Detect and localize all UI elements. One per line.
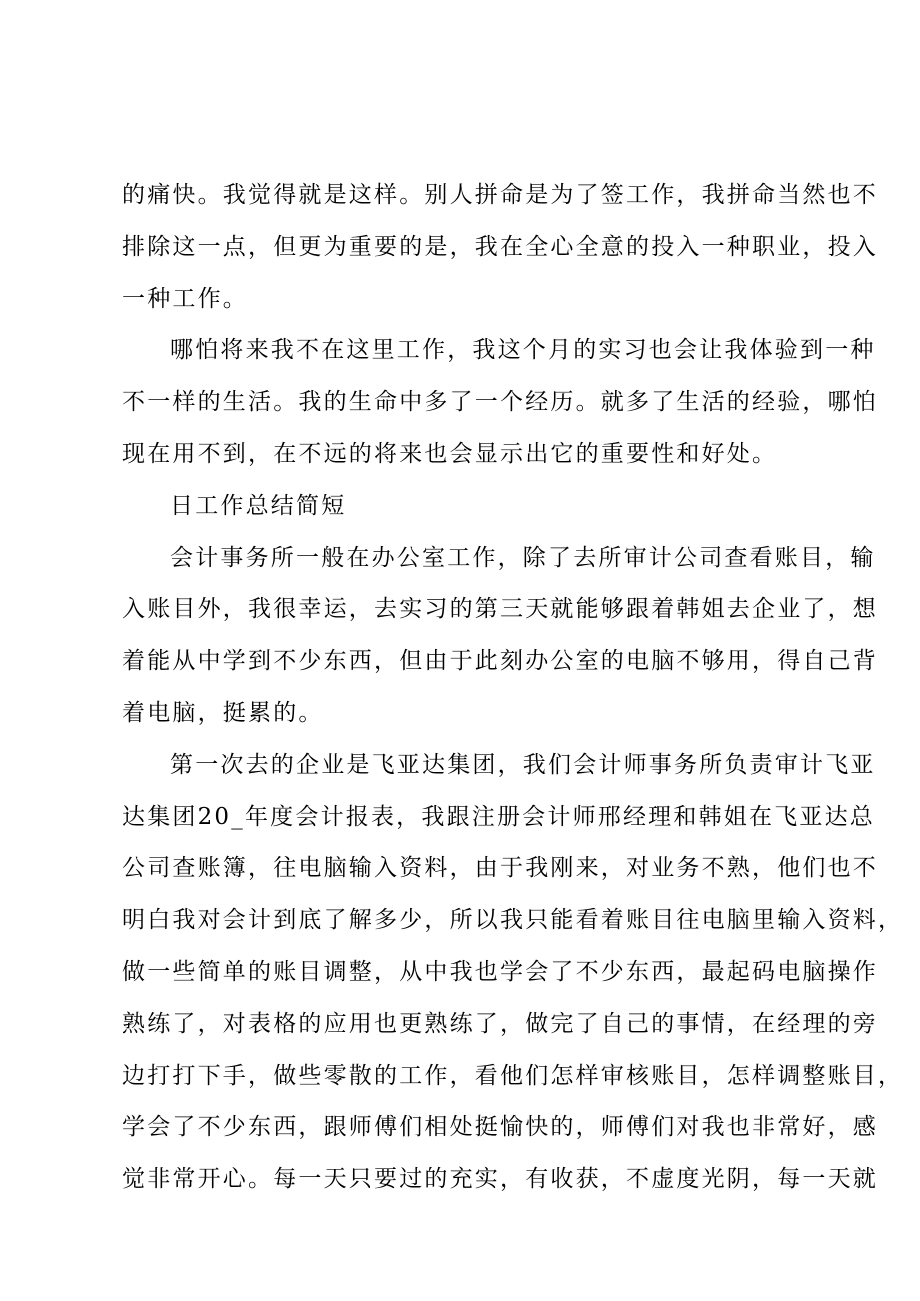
text-line: 的痛快。我觉得就是这样。别人拼命是为了签工作，我拼命当然也不	[122, 182, 878, 208]
text-line: 第一次去的企业是飞亚达集团，我们会计师事务所负责审计飞亚	[170, 751, 876, 778]
text-line: 做一些简单的账目调整，从中我也学会了不少东西，最起码电脑操作	[122, 958, 878, 985]
text-line: 会计事务所一般在办公室工作，除了去所审计公司查看账目，输	[170, 544, 876, 571]
text-line: 哪怕将来我不在这里工作，我这个月的实习也会让我体验到一种	[170, 337, 876, 364]
text-line: 着电脑，挺累的。	[122, 699, 324, 726]
text-line: 达集团20_年度会计报表，我跟注册会计师邢经理和韩姐在飞亚达总	[122, 803, 875, 830]
text-line: 边打打下手，做些零散的工作，看他们怎样审核账目，怎样调整账目，	[122, 1062, 904, 1089]
text-line: 一种工作。	[122, 285, 248, 312]
text-line: 排除这一点，但更为重要的是，我在全心全意的投入一种职业，投入	[122, 233, 878, 260]
paragraph-2	[122, 325, 878, 480]
text-line: 现在用不到，在不远的将来也会显示出它的重要性和好处。	[122, 440, 778, 467]
text-line: 入账目外，我很幸运，去实习的第三天就能够跟着韩姐去企业了，想	[122, 596, 878, 623]
text-line: 学会了不少东西，跟师傅们相处挺愉快的，师傅们对我也非常好，感	[122, 1114, 878, 1141]
section-heading	[122, 481, 822, 533]
text-line: 觉非常开心。每一天只要过的充实，有收获，不虚度光阴，每一天就	[122, 1166, 878, 1193]
paragraph-3	[122, 533, 878, 740]
section-heading-text: 日工作总结简短	[170, 492, 347, 519]
text-line: 公司查账簿，往电脑输入资料，由于我刚来，对业务不熟，他们也不	[122, 855, 878, 882]
text-line: 不一样的生活。我的生命中多了一个经历。就多了生活的经验，哪怕	[122, 389, 878, 416]
text-line: 着能从中学到不少东西，但由于此刻办公室的电脑不够用，得自己背	[122, 648, 878, 675]
paragraph-1	[122, 170, 878, 325]
document-body	[122, 170, 904, 1206]
text-line: 熟练了，对表格的应用也更熟练了，做完了自己的事情，在经理的旁	[122, 1010, 878, 1037]
text-line: 明白我对会计到底了解多少，所以我只能看着账目往电脑里输入资料，	[122, 907, 904, 934]
paragraph-4	[122, 740, 904, 1206]
